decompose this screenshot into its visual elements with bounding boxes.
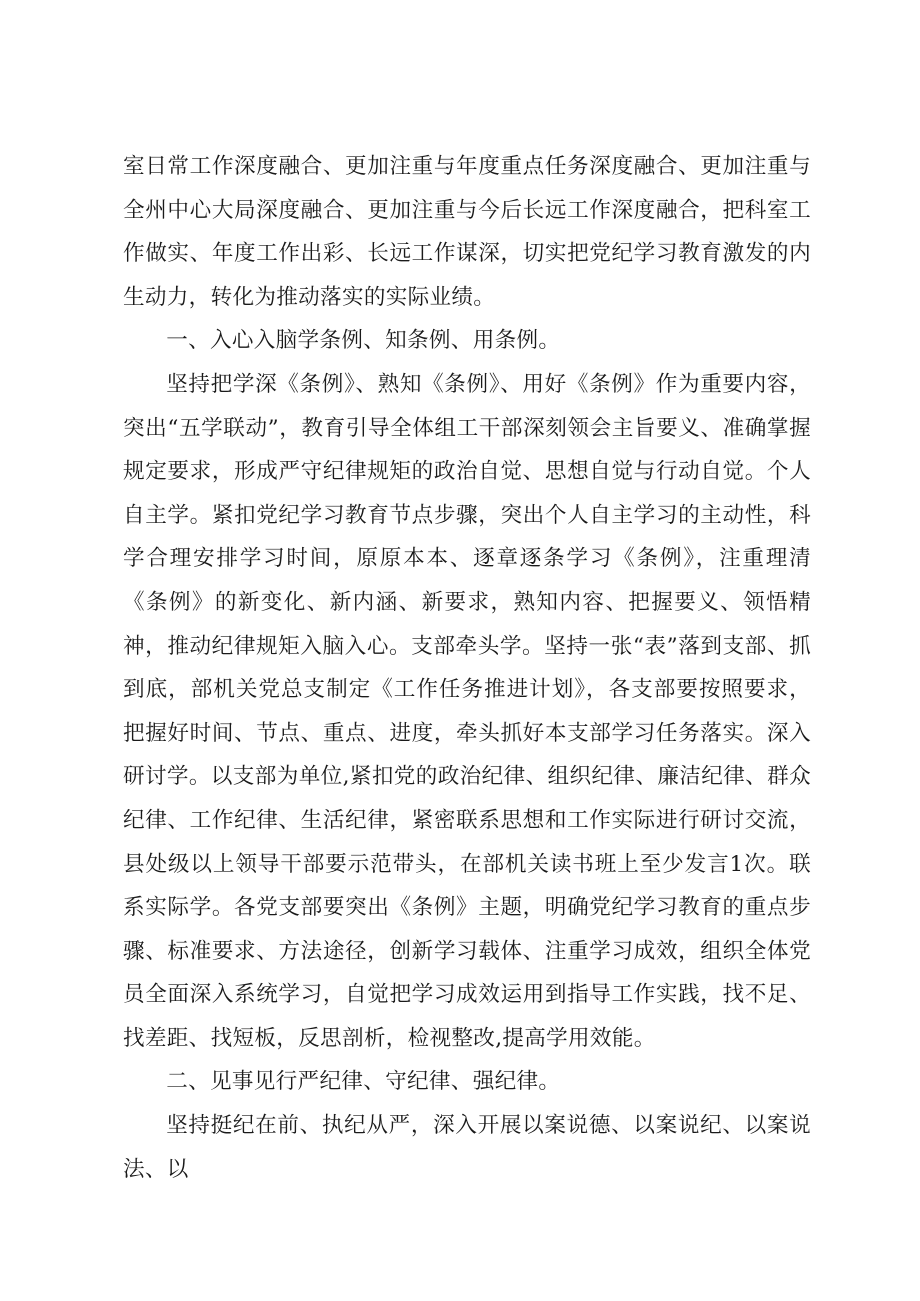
paragraph-section-1-body: 坚持把学深《条例》、熟知《条例》、用好《条例》作为重要内容，突出“五学联动”，教育引导全体组工干部深刻领会主旨要义、准确掌握规定要求，形成严守纪律规矩的政治自觉、思想自觉与行动自觉。个人自主学。紧扣党纪学习教育节点步骤，突出个人自主学习的主动性，科学合理安排学习时间，原原本本、逐章逐条学习《条例》，注重理清《条例》的新变化、新内涵、新要求，熟知内容、把握要义、领悟精神，推动纪律规矩入脑入心。支部牵头学。坚持一张“表”落到支部、抓到底，部机关党总支制定《工作任务推进计划》，各支部要按照要求，把握好时间、节点、重点、进度，牵头抓好本支部学习任务落实。深入研讨学。以支部为单位,紧扣党的政治纪律、组织纪律、廉洁纪律、群众纪律、工作纪律、生活纪律，紧密联系思想和工作实际进行研讨交流，县处级以上领导干部要示范带头，在部机关读书班上至少发言1次。联系实际学。各党支部要突出《条例》主题，明确党纪学习教育的重点步骤、标准要求、方法途径，创新学习载体、注重学习成效，组织全体党员全面深入系统学习，自觉把学习成效运用到指导工作实践，找不足、找差距、找短板，反思剖析，检视整改,提高学用效能。 xyxy=(123,371,811,1051)
paragraph-intro-continuation: 室日常工作深度融合、更加注重与年度重点任务深度融合、更加注重与全州中心大局深度融合、更加注重与今后长远工作深度融合，把科室工作做实、年度工作出彩、长远工作谋深，切实把党纪学习教育激发的内生动力，转化为推动落实的实际业绩。 xyxy=(123,154,811,310)
document-page xyxy=(123,145,811,1191)
section-heading-2: 二、见事见行严纪律、守纪律、强纪律。 xyxy=(166,1069,561,1095)
paragraph-section-2-body: 坚持挺纪在前、执纪从严，深入开展以案说德、以案说纪、以案说法、以 xyxy=(123,1113,811,1182)
section-heading-1: 一、入心入脑学条例、知条例、用条例。 xyxy=(166,328,561,354)
